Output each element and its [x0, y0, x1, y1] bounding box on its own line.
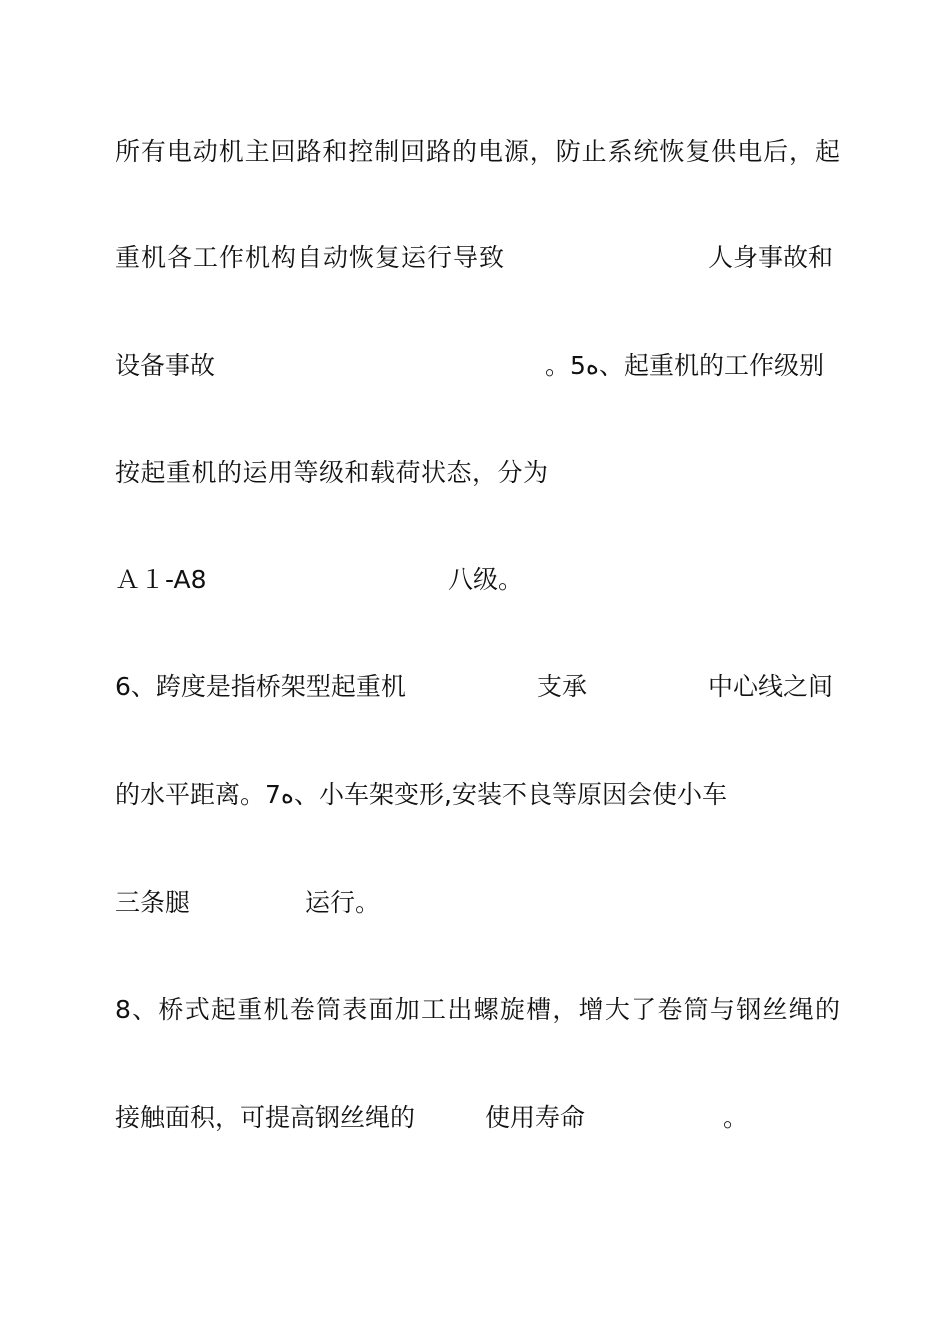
line-5-text-a: Ａ１-A8 [115, 565, 207, 594]
text-line-6 [115, 667, 840, 707]
line-8-text-a: 三条腿 [115, 888, 191, 917]
line-2-text-a: 重机各工作机构自动恢复运行导致 [115, 243, 506, 272]
line-6-text-b: 支承 [537, 672, 588, 701]
text-line-10 [115, 1098, 840, 1138]
text-line-5 [115, 560, 840, 600]
line-9-text: 8、桥式起重机卷筒表面加工出螺旋槽，增大了卷筒与钢丝绳的 [115, 995, 840, 1024]
line-3-text-a: 设备事故 [115, 351, 216, 380]
line-6-text-c: 中心线之间 [708, 672, 834, 701]
text-line-1 [115, 132, 840, 172]
line-3-text-b: 。5ه、起重机的工作级别 [545, 351, 825, 380]
line-8-text-b: 运行。 [305, 888, 381, 917]
line-7-text: 的水平距离。7ه、小车架变形,安装不良等原因会使小车 [115, 780, 727, 809]
text-line-7 [115, 775, 840, 815]
line-4-text: 按起重机的运用等级和载荷状态，分为 [115, 458, 549, 487]
line-5-text-b: 八级。 [448, 565, 524, 594]
text-line-4 [115, 453, 840, 493]
line-6-text-a: 6、跨度是指桥架型起重机 [115, 672, 406, 701]
line-10-text-a: 接触面积，可提高钢丝绳的 [115, 1103, 416, 1132]
line-1-text: 所有电动机主回路和控制回路的电源，防止系统恢复供电后，起 [115, 137, 840, 166]
text-line-2 [115, 238, 840, 278]
text-line-8 [115, 883, 840, 923]
text-line-3 [115, 346, 840, 386]
line-10-text-c: 。 [723, 1103, 749, 1132]
text-line-9 [115, 990, 840, 1030]
line-10-text-b: 使用寿命 [485, 1103, 586, 1132]
line-2-text-b: 人身事故和 [708, 243, 834, 272]
